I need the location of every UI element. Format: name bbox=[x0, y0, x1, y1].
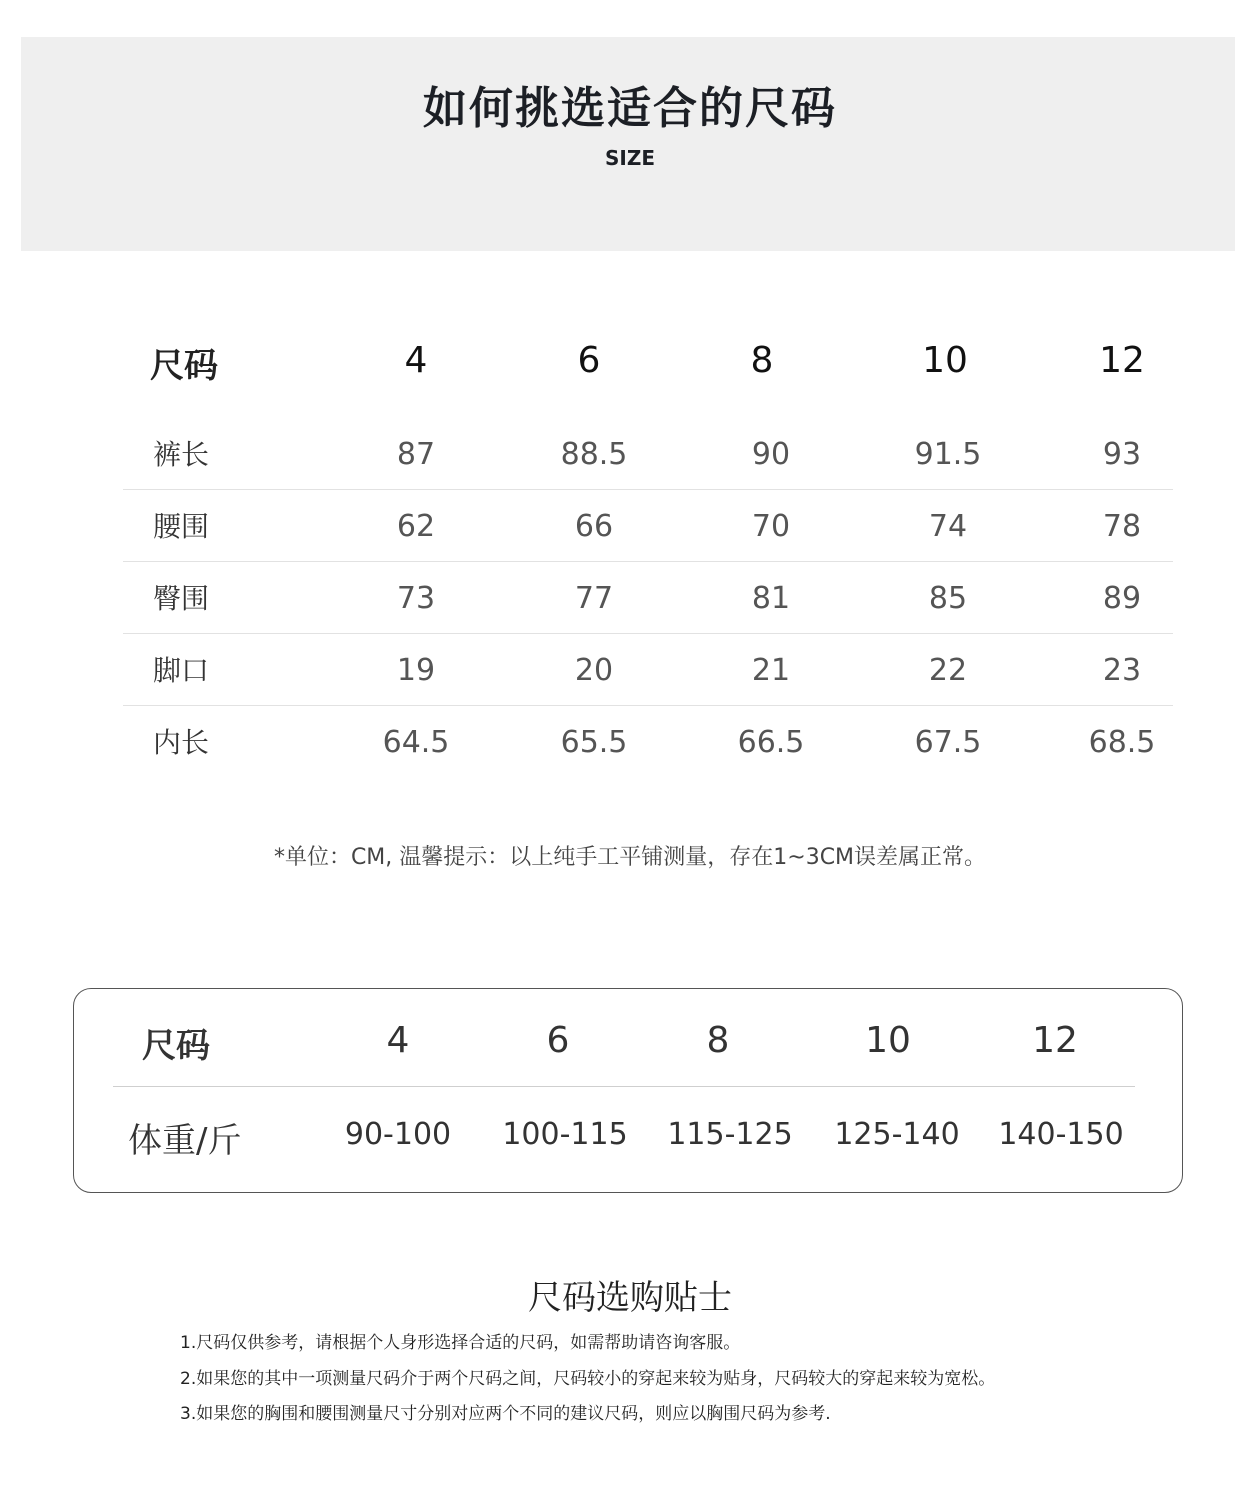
row-divider bbox=[123, 561, 1173, 562]
weight-table-header-size: 4 bbox=[386, 1020, 410, 1061]
table-cell: 77 bbox=[574, 581, 614, 616]
page-subtitle: SIZE bbox=[604, 146, 655, 170]
weight-table-header-size: 8 bbox=[706, 1020, 730, 1061]
table-cell: 20 bbox=[574, 653, 614, 688]
table-cell: 23 bbox=[1102, 653, 1142, 688]
size-table-header-size: 6 bbox=[577, 340, 601, 381]
table-row-label: 裤长 bbox=[153, 438, 210, 471]
table-cell: 90 bbox=[751, 437, 791, 472]
size-table-header-size: 8 bbox=[750, 340, 774, 381]
weight-cell: 100-115 bbox=[502, 1117, 628, 1152]
tip-item: 3.如果您的胸围和腰围测量尺寸分别对应两个不同的建议尺码，则应以胸围尺码为参考. bbox=[180, 1404, 831, 1424]
table-cell: 66.5 bbox=[737, 725, 805, 760]
size-table-header-size: 10 bbox=[922, 340, 968, 381]
table-cell: 70 bbox=[751, 509, 791, 544]
table-cell: 88.5 bbox=[560, 437, 628, 472]
row-divider bbox=[123, 489, 1173, 490]
table-cell: 66 bbox=[574, 509, 614, 544]
table-cell: 67.5 bbox=[914, 725, 982, 760]
tips-title: 尺码选购贴士 bbox=[528, 1278, 732, 1318]
size-table-header-label: 尺码 bbox=[150, 346, 218, 386]
page-title: 如何挑选适合的尺码 bbox=[423, 83, 837, 134]
table-cell: 21 bbox=[751, 653, 791, 688]
header-band bbox=[21, 37, 1235, 251]
table-cell: 78 bbox=[1102, 509, 1142, 544]
table-cell: 73 bbox=[396, 581, 436, 616]
table-cell: 64.5 bbox=[382, 725, 450, 760]
table-row-label: 内长 bbox=[153, 726, 210, 759]
table-cell: 62 bbox=[396, 509, 436, 544]
size-table-header-size: 4 bbox=[404, 340, 428, 381]
weight-table-header-size: 12 bbox=[1032, 1020, 1078, 1061]
table-row-label: 脚口 bbox=[153, 654, 210, 687]
tip-item: 1.尺码仅供参考，请根据个人身形选择合适的尺码，如需帮助请咨询客服。 bbox=[180, 1333, 741, 1353]
table-cell: 68.5 bbox=[1088, 725, 1156, 760]
size-table-header-size: 12 bbox=[1099, 340, 1145, 381]
weight-table-box bbox=[73, 988, 1183, 1193]
table-cell: 81 bbox=[751, 581, 791, 616]
measurement-note: *单位：CM, 温馨提示：以上纯手工平铺测量，存在1~3CM误差属正常。 bbox=[273, 845, 987, 870]
table-cell: 87 bbox=[396, 437, 436, 472]
row-divider bbox=[123, 633, 1173, 634]
weight-cell: 90-100 bbox=[344, 1117, 452, 1152]
table-cell: 91.5 bbox=[914, 437, 982, 472]
table-cell: 74 bbox=[928, 509, 968, 544]
table-cell: 93 bbox=[1102, 437, 1142, 472]
table-cell: 19 bbox=[396, 653, 436, 688]
row-divider bbox=[123, 705, 1173, 706]
table-cell: 85 bbox=[928, 581, 968, 616]
weight-table-header-size: 6 bbox=[546, 1020, 570, 1061]
weight-table-divider bbox=[113, 1086, 1135, 1087]
weight-table-header-label: 尺码 bbox=[142, 1026, 210, 1066]
tip-item: 2.如果您的其中一项测量尺码介于两个尺码之间，尺码较小的穿起来较为贴身，尺码较大的穿起来较为宽松。 bbox=[180, 1369, 996, 1389]
table-row-label: 臀围 bbox=[153, 582, 210, 615]
table-cell: 65.5 bbox=[560, 725, 628, 760]
table-cell: 89 bbox=[1102, 581, 1142, 616]
table-row-label: 腰围 bbox=[153, 510, 210, 543]
weight-cell: 125-140 bbox=[834, 1117, 960, 1152]
weight-row-label: 体重/斤 bbox=[128, 1121, 242, 1161]
weight-cell: 115-125 bbox=[667, 1117, 793, 1152]
table-cell: 22 bbox=[928, 653, 968, 688]
weight-table-header-size: 10 bbox=[865, 1020, 911, 1061]
weight-cell: 140-150 bbox=[998, 1117, 1124, 1152]
